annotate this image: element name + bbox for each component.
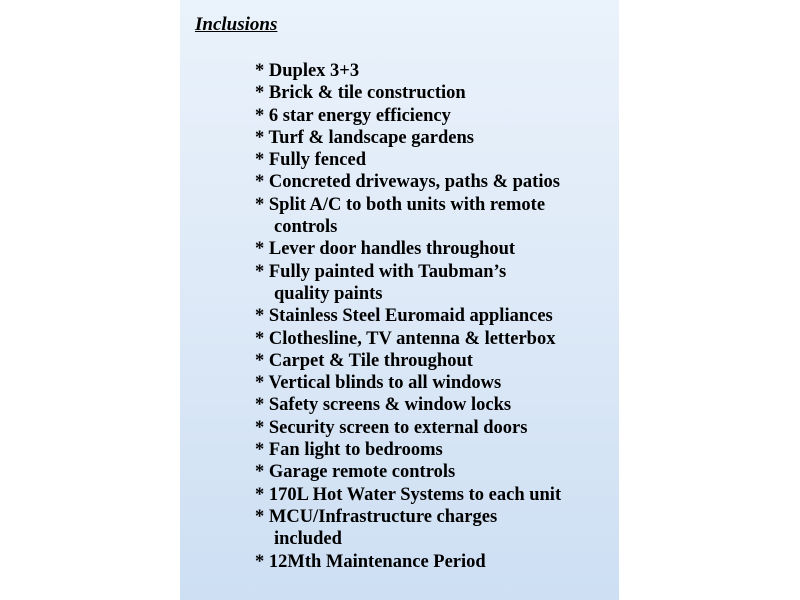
inclusion-item-text: * 12Mth Maintenance Period bbox=[255, 551, 486, 572]
inclusion-item bbox=[255, 439, 561, 461]
inclusion-item-text: * 6 star energy efficiency bbox=[255, 105, 451, 126]
inclusion-item-text: * Lever door handles throughout bbox=[255, 239, 516, 260]
inclusion-item bbox=[255, 238, 561, 260]
inclusion-item-text: * Turf & landscape gardens bbox=[255, 127, 474, 148]
inclusion-item bbox=[255, 305, 561, 327]
inclusions-heading: Inclusions bbox=[195, 14, 278, 35]
inclusion-item bbox=[255, 350, 561, 372]
inclusion-item bbox=[255, 506, 561, 551]
inclusion-item-text: * Duplex 3+3 bbox=[255, 61, 360, 81]
inclusion-item bbox=[255, 484, 561, 506]
inclusions-list bbox=[255, 60, 561, 573]
inclusion-item bbox=[255, 261, 561, 306]
inclusion-item-continuation: controls bbox=[274, 217, 338, 238]
inclusion-item bbox=[255, 551, 561, 573]
inclusion-item bbox=[255, 105, 561, 127]
inclusion-item-text: * Clothesline, TV antenna & letterbox bbox=[255, 328, 556, 349]
inclusion-item bbox=[255, 127, 561, 149]
inclusion-item bbox=[255, 394, 561, 416]
inclusion-item bbox=[255, 461, 561, 483]
inclusion-item-text: * Stainless Steel Euromaid appliances bbox=[255, 306, 553, 327]
inclusion-item-continuation: quality paints bbox=[274, 283, 383, 304]
inclusion-item bbox=[255, 328, 561, 350]
inclusion-item-text: * Split A/C to both units with remote bbox=[255, 194, 546, 215]
inclusion-item-continuation: included bbox=[274, 529, 342, 550]
inclusion-item-text: * Garage remote controls bbox=[255, 462, 456, 483]
inclusion-item-text: * Concreted driveways, paths & patios bbox=[255, 172, 560, 193]
inclusion-item bbox=[255, 372, 561, 394]
inclusion-item-text: * Carpet & Tile throughout bbox=[255, 350, 473, 371]
inclusion-item-text: * Safety screens & window locks bbox=[255, 395, 512, 416]
inclusion-item bbox=[255, 149, 561, 171]
inclusion-item-text: * Vertical blinds to all windows bbox=[255, 373, 502, 394]
inclusion-item-text: * Fully painted with Taubman’s bbox=[255, 261, 507, 282]
inclusion-item bbox=[255, 171, 561, 193]
inclusion-item bbox=[255, 60, 561, 82]
inclusion-item-text: * Fully fenced bbox=[255, 150, 366, 171]
inclusion-item bbox=[255, 194, 561, 239]
inclusion-item bbox=[255, 417, 561, 439]
inclusion-item bbox=[255, 82, 561, 104]
inclusion-item-text: * Fan light to bedrooms bbox=[255, 440, 443, 461]
inclusion-item-text: * Brick & tile construction bbox=[255, 83, 466, 104]
inclusion-item-text: * Security screen to external doors bbox=[255, 417, 528, 438]
inclusion-item-text: * MCU/Infrastructure charges bbox=[255, 506, 498, 527]
inclusion-item-text: * 170L Hot Water Systems to each unit bbox=[255, 484, 562, 505]
